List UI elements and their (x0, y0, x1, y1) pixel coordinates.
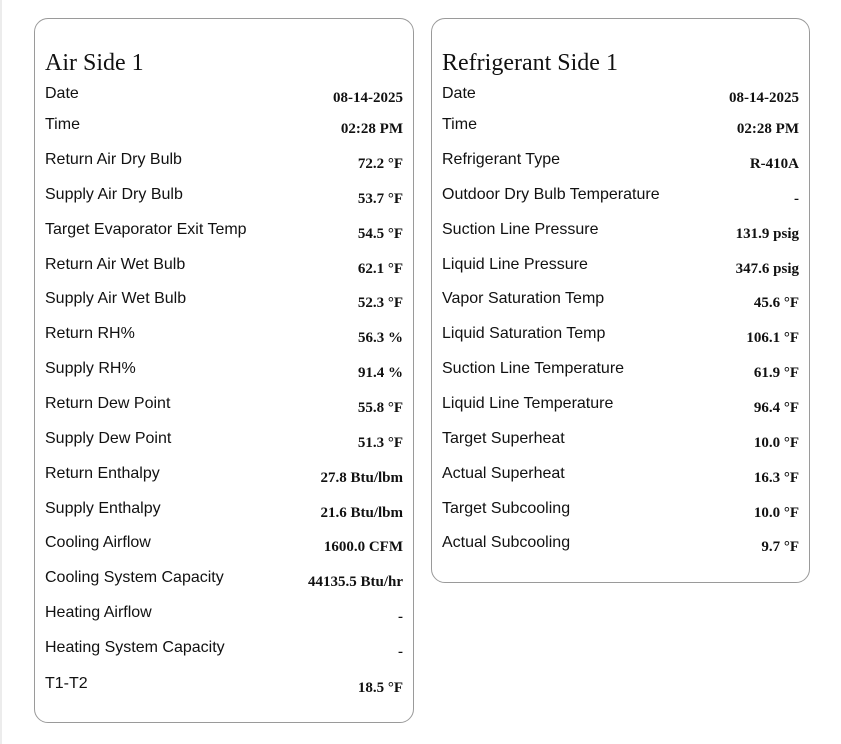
air-row-heating-system-capacity (45, 638, 403, 662)
ref-row-label: Target Subcooling (442, 500, 571, 517)
air-row-label: Target Evaporator Exit Temp (45, 221, 247, 238)
air-row-label: T1-T2 (45, 675, 88, 692)
air-row-label: Supply Dew Point (45, 430, 172, 447)
ref-row-actual-superheat (442, 464, 799, 488)
ref-row-label: Date (442, 85, 476, 102)
ref-row-label: Refrigerant Type (442, 151, 560, 168)
air-row-value: 62.1 °F (357, 261, 403, 277)
ref-row-value: 08-14-2025 (729, 90, 799, 106)
ref-row-label: Liquid Saturation Temp (442, 325, 606, 342)
ref-row-value: 61.9 °F (753, 365, 799, 381)
ref-row-liquid-line-pressure (442, 255, 799, 279)
air-row-value: 1600.0 CFM (323, 539, 403, 555)
air-row-label: Supply Air Dry Bulb (45, 186, 183, 203)
air-row-label: Return Dew Point (45, 395, 171, 412)
ref-row-value: 347.6 psig (735, 261, 799, 277)
air-row-value: 02:28 PM (340, 121, 403, 137)
air-row-value: 56.3 % (358, 330, 403, 346)
air-row-value: 44135.5 Btu/hr (307, 574, 403, 590)
air-side-card (34, 18, 414, 723)
ref-row-value: 96.4 °F (753, 400, 799, 416)
ref-row-label: Time (442, 116, 477, 133)
air-row-label: Supply RH% (45, 360, 136, 377)
ref-row-target-superheat (442, 429, 799, 453)
air-row-supply-air-dry-bulb (45, 185, 403, 209)
air-row-label: Return Air Wet Bulb (45, 256, 186, 273)
air-row-label: Return Enthalpy (45, 465, 160, 482)
air-row-value: - (398, 609, 403, 625)
air-row-value: 91.4 % (358, 365, 403, 381)
page-edge (0, 0, 2, 744)
air-row-value: 18.5 °F (357, 680, 403, 696)
ref-row-actual-subcooling (442, 533, 799, 557)
air-row-supply-enthalpy (45, 499, 403, 523)
ref-row-suction-line-pressure (442, 220, 799, 244)
ref-row-value: 10.0 °F (753, 505, 799, 521)
refrigerant-side-title: Refrigerant Side 1 (442, 50, 618, 76)
ref-row-label: Actual Subcooling (442, 534, 571, 551)
air-row-return-dew-point (45, 394, 403, 418)
ref-row-label: Vapor Saturation Temp (442, 290, 605, 307)
ref-row-value: R-410A (749, 156, 799, 172)
air-row-return-air-dry-bulb (45, 150, 403, 174)
ref-row-label: Liquid Line Pressure (442, 256, 588, 273)
ref-row-refrigerant-type (442, 150, 799, 174)
air-row-value: 08-14-2025 (333, 90, 403, 106)
air-row-target-evaporator-exit-temp (45, 220, 403, 244)
air-row-supply-dew-point (45, 429, 403, 453)
air-row-t1-t2 (45, 674, 403, 698)
ref-row-value: 45.6 °F (753, 295, 799, 311)
air-row-return-enthalpy (45, 464, 403, 488)
ref-row-target-subcooling (442, 499, 799, 523)
ref-row-label: Suction Line Pressure (442, 221, 599, 238)
ref-row-suction-line-temperature (442, 359, 799, 383)
ref-row-time (442, 115, 799, 139)
air-row-cooling-airflow (45, 533, 403, 557)
ref-row-liquid-saturation-temp (442, 324, 799, 348)
ref-row-value: 106.1 °F (746, 330, 799, 346)
air-row-label: Date (45, 85, 79, 102)
air-row-date (45, 84, 403, 108)
ref-row-liquid-line-temperature (442, 394, 799, 418)
air-row-heating-airflow (45, 603, 403, 627)
air-row-value: 27.8 Btu/lbm (320, 470, 403, 486)
air-row-value: 55.8 °F (357, 400, 403, 416)
ref-row-value: 16.3 °F (753, 470, 799, 486)
air-row-label: Supply Air Wet Bulb (45, 290, 187, 307)
air-row-value: - (398, 644, 403, 660)
air-row-time (45, 115, 403, 139)
ref-row-value: 131.9 psig (735, 226, 799, 242)
ref-row-label: Liquid Line Temperature (442, 395, 614, 412)
ref-row-outdoor-dry-bulb-temperature (442, 185, 799, 209)
air-side-title: Air Side 1 (45, 50, 144, 76)
air-row-label: Supply Enthalpy (45, 500, 161, 517)
air-row-label: Return Air Dry Bulb (45, 151, 182, 168)
air-row-cooling-system-capacity (45, 568, 403, 592)
air-row-label: Heating Airflow (45, 604, 152, 621)
air-row-return-rh (45, 324, 403, 348)
air-row-value: 53.7 °F (357, 191, 403, 207)
ref-row-label: Target Superheat (442, 430, 565, 447)
air-row-value: 72.2 °F (357, 156, 403, 172)
refrigerant-side-card (431, 18, 810, 583)
air-row-label: Heating System Capacity (45, 639, 225, 656)
ref-row-label: Suction Line Temperature (442, 360, 625, 377)
ref-row-value: 9.7 °F (761, 539, 799, 555)
air-row-return-air-wet-bulb (45, 255, 403, 279)
ref-row-value: 02:28 PM (736, 121, 799, 137)
air-row-label: Time (45, 116, 80, 133)
air-row-label: Return RH% (45, 325, 135, 342)
air-side-rows (45, 19, 403, 722)
air-row-value: 21.6 Btu/lbm (320, 505, 403, 521)
ref-row-label: Actual Superheat (442, 465, 565, 482)
refrigerant-side-rows (442, 19, 799, 582)
air-row-value: 54.5 °F (357, 226, 403, 242)
ref-row-value: - (794, 191, 799, 207)
air-row-supply-rh (45, 359, 403, 383)
air-row-value: 52.3 °F (357, 295, 403, 311)
air-row-label: Cooling System Capacity (45, 569, 224, 586)
ref-row-vapor-saturation-temp (442, 289, 799, 313)
air-row-label: Cooling Airflow (45, 534, 151, 551)
ref-row-label: Outdoor Dry Bulb Temperature (442, 186, 660, 203)
air-row-value: 51.3 °F (357, 435, 403, 451)
air-row-supply-air-wet-bulb (45, 289, 403, 313)
ref-row-date (442, 84, 799, 108)
ref-row-value: 10.0 °F (753, 435, 799, 451)
